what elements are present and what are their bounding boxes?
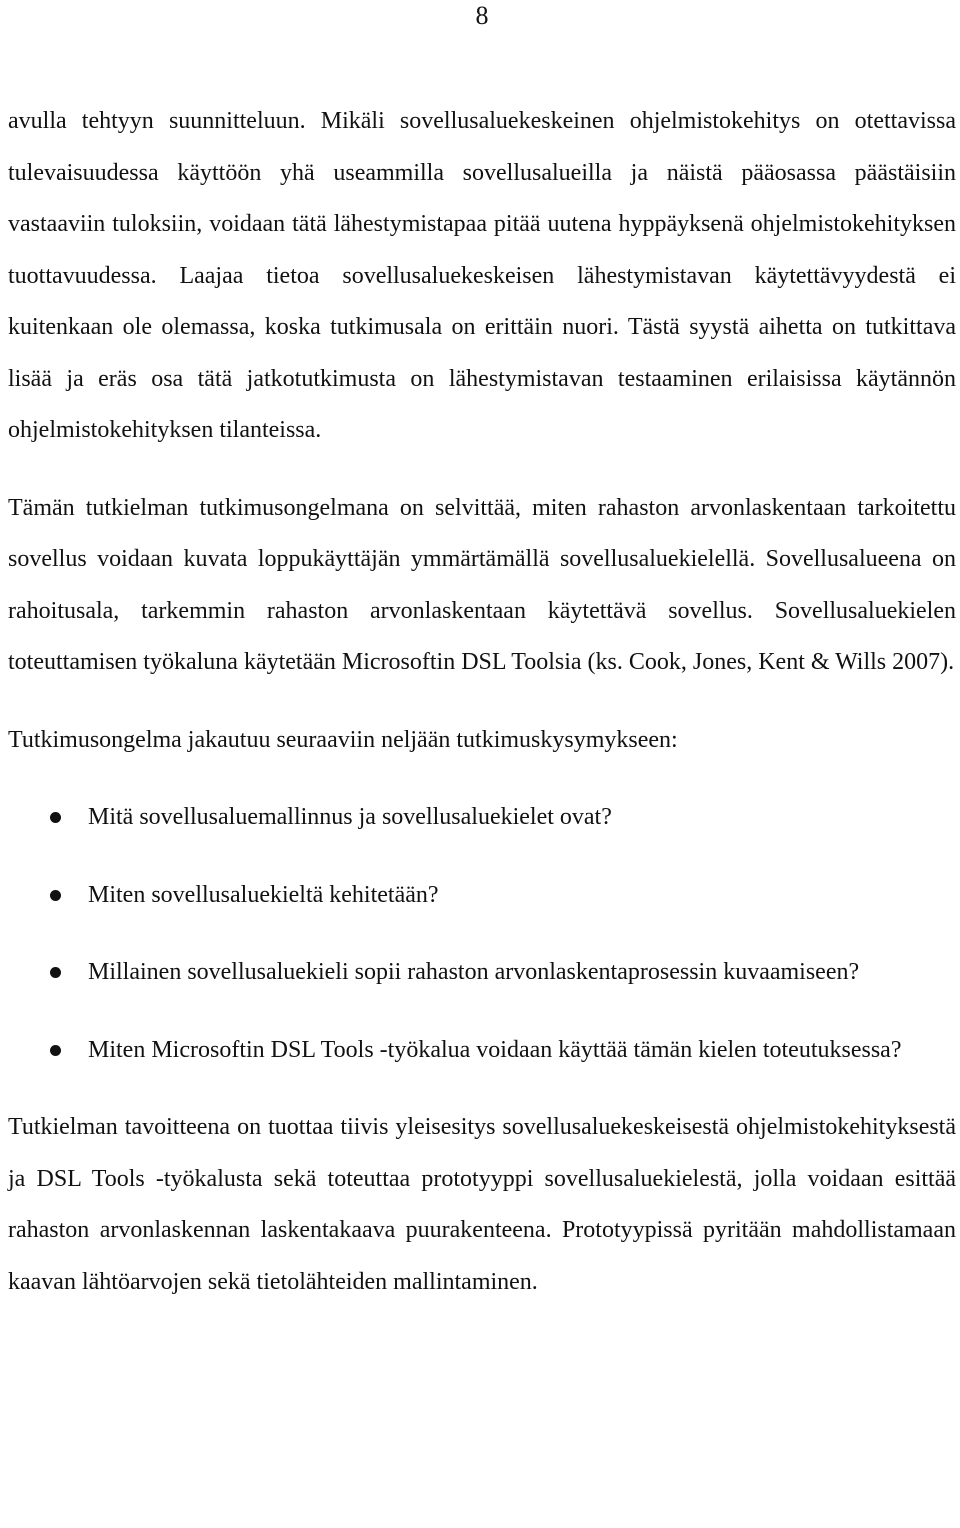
paragraph-questions-intro: Tutkimusongelma jakautuu seuraaviin neljään tutkimuskysymykseen: (8, 726, 678, 753)
list-item-text: Mitä sovellusaluemallinnus ja sovellusaluekielet ovat? (88, 804, 612, 830)
paragraph-research-problem: Tämän tutkielman tutkimusongelmana on selvittää, miten rahaston arvonlaskentaan tarkoitettu sovellus voidaan kuvata loppukäyttäjän ymmärtämällä sovellusaluekielellä. Sovellusalueena on rahoitusala, tarkemmin rahaston arvonlaskentaan käytettävä sovellus. Sovellusaluekielen toteuttamisen työkaluna käytetään Microsoftin DSL Toolsia (ks. Cook, Jones, Kent & Wills 2007). (8, 494, 956, 675)
list-item (8, 1025, 956, 1077)
list-item-text: Miten Microsoftin DSL Tools -työkalua voidaan käyttää tämän kielen toteutuksessa? (88, 1036, 902, 1063)
list-item-text: Millainen sovellusaluekieli sopii rahaston arvonlaskentaprosessin kuvaamiseen? (88, 959, 860, 985)
list-item-text: Miten sovellusaluekieltä kehitetään? (88, 881, 439, 908)
bullet-icon (50, 812, 61, 823)
research-questions-list (8, 792, 956, 1076)
bullet-icon (50, 890, 61, 901)
list-item (8, 870, 956, 922)
page-number: 8 (475, 1, 489, 30)
list-item (8, 947, 956, 999)
bullet-icon (50, 967, 61, 978)
document-body (8, 96, 956, 1308)
list-item (8, 792, 956, 844)
paragraph-design-context: avulla tehtyyn suunnitteluun. Mikäli sovellusaluekeskeinen ohjelmistokehitys on otettavissa tulevaisuudessa käyttöön yhä useammilla sovellusalueilla ja näistä pääosassa päästäisiin vastaaviin tuloksiin, voidaan tätä lähestymistapaa pitää uutena hyppäyksenä ohjelmistokehityksen tuottavuudessa. Laajaa tietoa sovellusaluekeskeisen lähestymistavan käytettävyydestä ei kuitenkaan ole olemassa, koska tutkimusala on erittäin nuori. Tästä syystä aihetta on tutkittava lisää ja eräs osa tätä jatkotutkimusta on lähestymistavan testaaminen erilaisissa käytännön ohjelmistokehityksen tilanteissa. (8, 108, 956, 443)
paragraph-objective: Tutkielman tavoitteena on tuottaa tiivis yleisesitys sovellusaluekeskeisestä ohjelmistokehityksestä ja DSL Tools -työkalusta sekä toteuttaa prototyyppi sovellusaluekielestä, jolla voidaan esittää rahaston arvonlaskennan laskentakaava puurakenteena. Prototyypissä pyritään mahdollistamaan kaavan lähtöarvojen sekä tietolähteiden mallintaminen. (8, 1114, 956, 1295)
bullet-icon (50, 1045, 61, 1056)
